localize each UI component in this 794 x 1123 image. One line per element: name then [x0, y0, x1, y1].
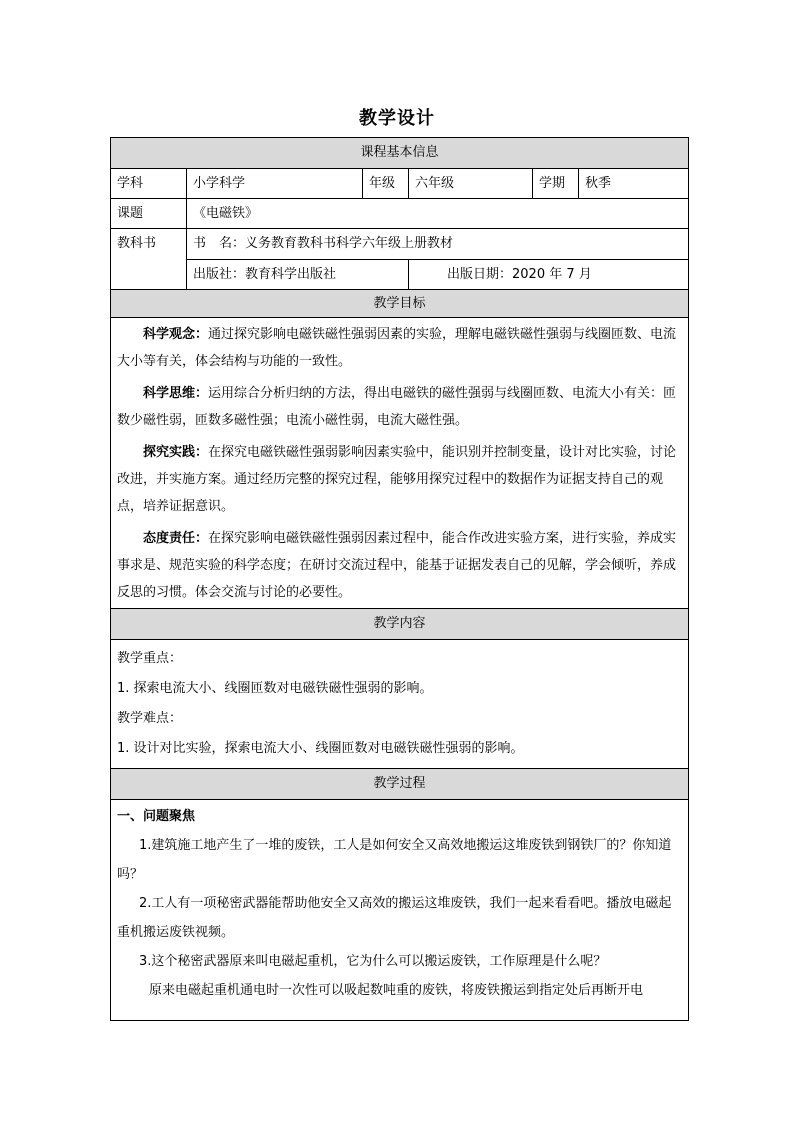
process-paragraph: 原来电磁起重机通电时一次性可以吸起数吨重的废铁，将废铁搬运到指定处后再断开电 — [149, 983, 644, 998]
book-name: 书 名：义务教育教科书科学六年级上册教材 — [187, 229, 689, 260]
process-paragraph: 2.工人有一项秘密武器能帮助他安全又高效的搬运这堆废铁，我们一起来看看吧。播放电磁起重机搬运废铁视频。 — [117, 896, 672, 940]
content-header: 教学内容 — [111, 609, 689, 640]
content-body — [111, 640, 689, 769]
objectives-header: 教学目标 — [111, 290, 689, 318]
topic-label: 课题 — [111, 199, 187, 229]
objective-item: 科学观念：通过探究影响电磁铁磁性强弱因素的实验，理解电磁铁磁性强弱与线圈匝数、电流大小等有关，体会结构与功能的一致性。 — [117, 327, 677, 369]
process-body — [111, 800, 689, 1021]
term-value: 秋季 — [579, 169, 689, 199]
subject-label: 学科 — [111, 169, 187, 199]
subject-value: 小学科学 — [187, 169, 363, 199]
process-paragraph: 1.建筑施工地产生了一堆的废铁，工人是如何安全又高效地搬运这堆废铁到钢铁厂的？你知道吗？ — [117, 838, 672, 882]
textbook-label: 教科书 — [111, 229, 187, 290]
topic-value: 《电磁铁》 — [187, 199, 689, 229]
course-info-header: 课程基本信息 — [111, 138, 689, 169]
publisher: 出版社：教育科学出版社 — [187, 260, 409, 290]
process-paragraph: 3.这个秘密武器原来叫电磁起重机，它为什么可以搬运废铁，工作原理是什么呢？ — [139, 954, 607, 969]
grade-value: 六年级 — [409, 169, 533, 199]
difficulty-label: 教学难点： — [117, 711, 183, 726]
objectives-body — [111, 318, 689, 609]
term-label: 学期 — [533, 169, 579, 199]
process-section-title: 一、问题聚焦 — [117, 809, 196, 824]
grade-label: 年级 — [363, 169, 409, 199]
page-title: 教学设计 — [359, 108, 435, 129]
key-point-item: 1. 探索电流大小、线圈匝数对电磁铁磁性强弱的影响。 — [117, 681, 433, 696]
lesson-plan-table — [110, 137, 689, 1021]
objective-item: 态度责任：在探究影响电磁铁磁性强弱因素过程中，能合作改进实验方案，进行实验，养成实事求是、规范实验的科学态度；在研讨交流过程中，能基于证据发表自己的见解，学会倾听，养成反思的习惯。体会交流与讨论的必要性。 — [117, 531, 677, 600]
difficulty-item: 1. 设计对比实验，探索电流大小、线圈匝数对电磁铁磁性强弱的影响。 — [117, 741, 524, 756]
key-point-label: 教学重点： — [117, 651, 183, 666]
objective-item: 科学思维：运用综合分析归纳的方法，得出电磁铁的磁性强弱与线圈匝数、电流大小有关：匝数少磁性弱，匝数多磁性强；电流小磁性弱，电流大磁性强。 — [117, 386, 677, 428]
publish-date: 出版日期：2020 年 7 月 — [409, 260, 689, 290]
process-header: 教学过程 — [111, 769, 689, 800]
objective-item: 探究实践：在探究电磁铁磁性强弱影响因素实验中，能识别并控制变量，设计对比实验，讨论改进，并实施方案。通过经历完整的探究过程，能够用探究过程中的数据作为证据支持自己的观点，培养证据意识。 — [117, 445, 677, 514]
